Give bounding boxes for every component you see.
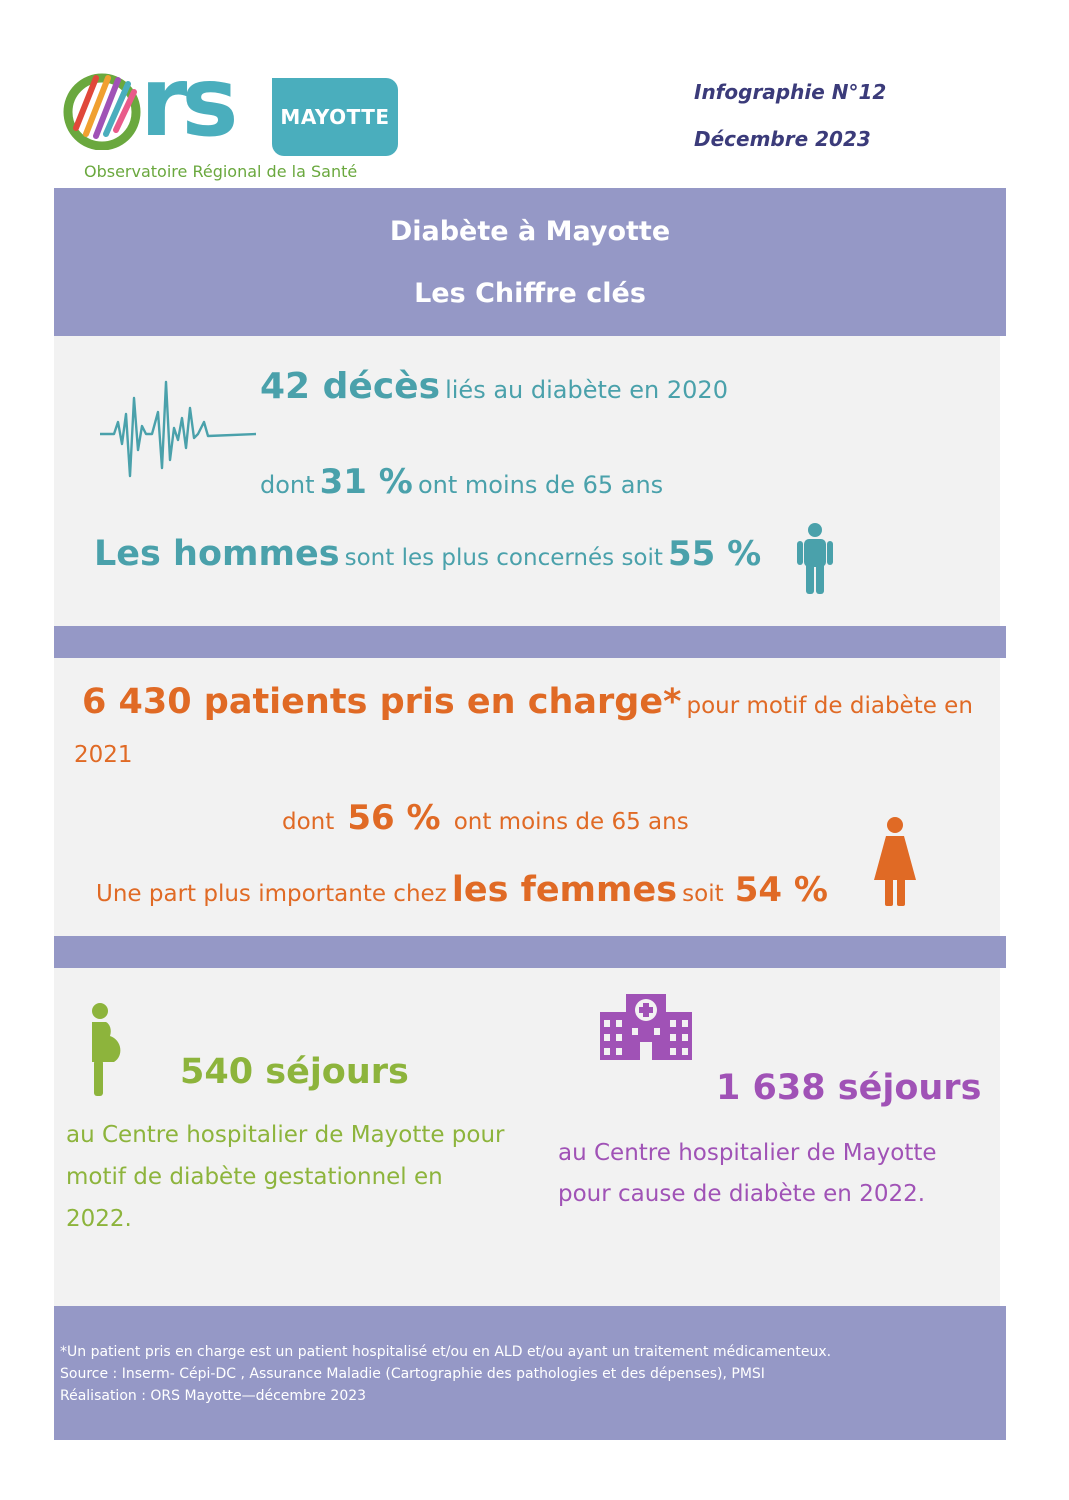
patients-stat — [82, 682, 973, 722]
women-label: les femmes — [451, 870, 678, 910]
woman-icon — [872, 816, 918, 906]
men-text: sont les plus concernés soit — [344, 545, 663, 571]
page-subtitle: Les Chiffre clés — [414, 278, 646, 309]
deaths-under65-prefix: dont — [260, 471, 315, 499]
men-stat — [94, 534, 761, 574]
patients-year: 2021 — [74, 742, 133, 768]
hospital-icon — [600, 994, 692, 1060]
gestational-value: 540 séjours — [180, 1052, 409, 1092]
patients-text: pour motif de diabète en — [686, 693, 973, 719]
women-value: 54 % — [734, 870, 828, 910]
gestational-line2: motif de diabète gestationnel en — [66, 1164, 443, 1190]
title-banner — [54, 188, 1006, 336]
footer-credit: Réalisation : ORS Mayotte—décembre 2023 — [60, 1388, 367, 1404]
women-prefix: Une part plus importante chez — [96, 881, 447, 907]
page-title: Diabète à Mayotte — [389, 216, 671, 247]
men-value: 55 % — [668, 534, 762, 574]
patients-under65-suffix: ont moins de 65 ans — [453, 809, 689, 835]
logo-subtitle: Observatoire Régional de la Santé — [84, 162, 358, 181]
deaths-text: liés au diabète en 2020 — [445, 376, 728, 404]
women-stat — [96, 870, 828, 910]
pregnant-woman-icon — [80, 1002, 126, 1096]
deaths-value: 42 décès — [260, 366, 440, 407]
logo-region-badge: MAYOTTE — [272, 78, 398, 156]
gestational-line3: 2022. — [66, 1206, 132, 1232]
heartbeat-icon — [100, 378, 256, 482]
hospital-line1: au Centre hospitalier de Mayotte — [558, 1140, 937, 1166]
hospital-value: 1 638 séjours — [716, 1068, 982, 1108]
ors-logo-stripes-icon — [62, 70, 142, 150]
patients-under65-prefix: dont — [282, 809, 335, 835]
women-mid: soit — [682, 881, 724, 907]
section-divider — [54, 626, 1006, 658]
man-icon — [796, 522, 834, 594]
men-label: Les hommes — [94, 534, 340, 574]
footer — [54, 1306, 1006, 1440]
patients-value: 6 430 patients pris en charge* — [82, 682, 682, 722]
issue-number: Infographie N°12 — [694, 80, 887, 104]
issue-date: Décembre 2023 — [694, 127, 871, 151]
patients-under65 — [282, 798, 689, 838]
section-divider — [54, 936, 1006, 968]
hospital-line2: pour cause de diabète en 2022. — [558, 1181, 926, 1207]
footer-source: Source : Inserm- Cépi-DC , Assurance Maladie (Cartographie des pathologies et des dépenses), PMSI — [60, 1366, 765, 1382]
deaths-stat — [260, 366, 728, 407]
deaths-under65 — [260, 462, 663, 502]
ors-logo — [62, 46, 422, 188]
patients-under65-value: 56 % — [347, 798, 441, 838]
deaths-under65-suffix: ont moins de 65 ans — [417, 471, 664, 499]
gestational-line1: au Centre hospitalier de Mayotte pour — [66, 1122, 505, 1148]
deaths-under65-value: 31 % — [319, 462, 413, 502]
footer-note: *Un patient pris en charge est un patient hospitalisé et/ou en ALD et/ou ayant un traitement médicamenteux. — [60, 1344, 832, 1360]
logo-wordmark: rs — [140, 46, 233, 158]
